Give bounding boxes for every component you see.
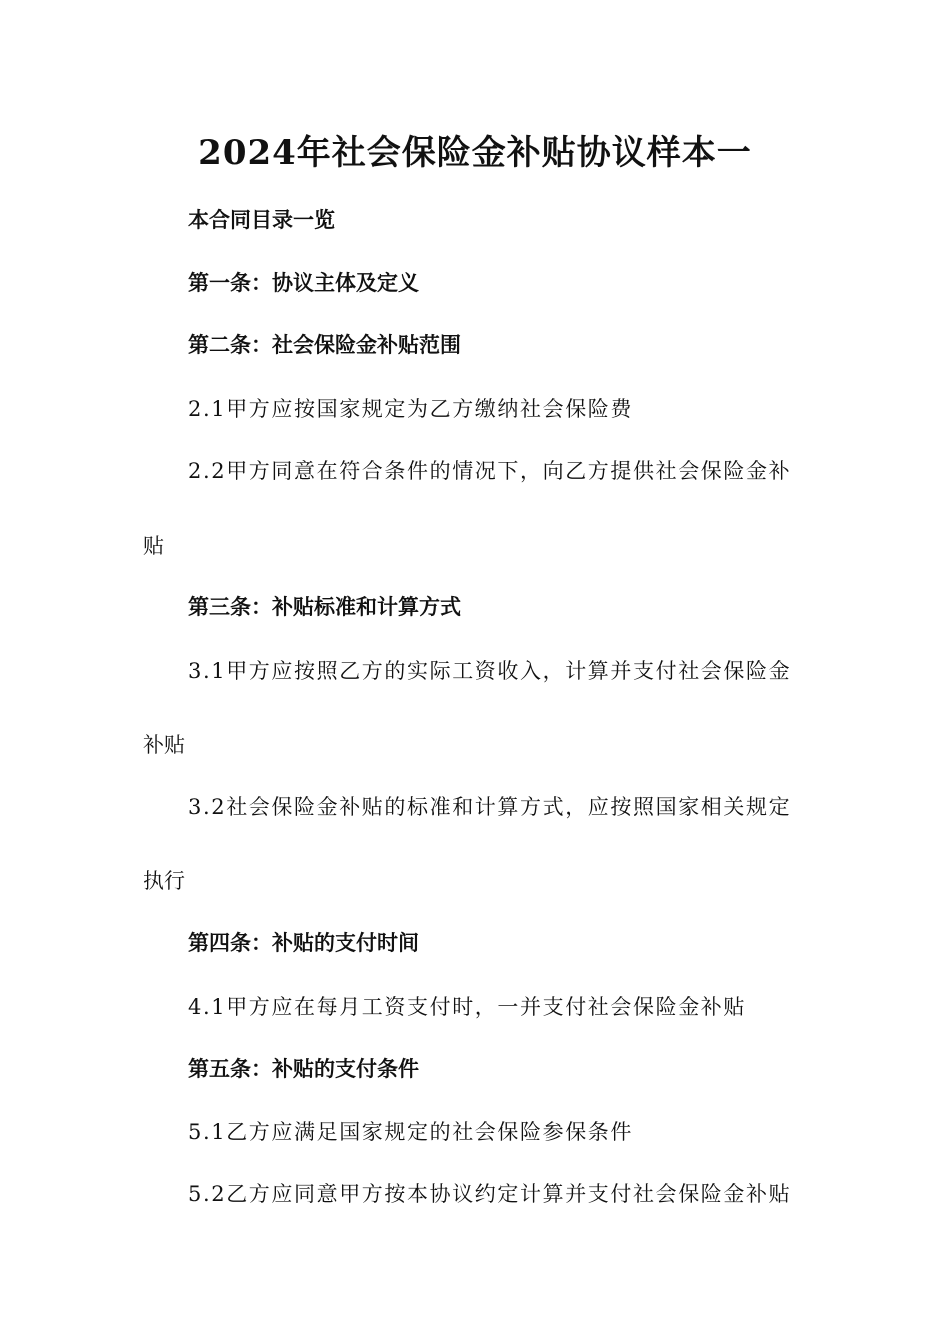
clause-3-2: 3.2社会保险金补贴的标准和计算方式，应按照国家相关规定 xyxy=(188,795,792,819)
clause-2-2-continuation: 贴 xyxy=(143,534,164,558)
clause-5-1: 5.1乙方应满足国家规定的社会保险参保条件 xyxy=(188,1120,633,1144)
clause-2-2: 2.2甲方同意在符合条件的情况下，向乙方提供社会保险金补 xyxy=(188,459,792,483)
toc-heading: 本合同目录一览 xyxy=(188,207,335,232)
clause-3-1-continuation: 补贴 xyxy=(143,733,185,757)
article-3-heading: 第三条：补贴标准和计算方式 xyxy=(188,594,461,619)
article-4-heading: 第四条：补贴的支付时间 xyxy=(188,930,419,955)
clause-2-1: 2.1甲方应按国家规定为乙方缴纳社会保险费 xyxy=(188,397,633,421)
clause-5-2: 5.2乙方应同意甲方按本协议约定计算并支付社会保险金补贴 xyxy=(188,1182,792,1206)
document-title: 2024年社会保险金补贴协议样本一 xyxy=(198,133,752,173)
article-5-heading: 第五条：补贴的支付条件 xyxy=(188,1056,419,1081)
article-1-heading: 第一条：协议主体及定义 xyxy=(188,270,419,295)
article-2-heading: 第二条：社会保险金补贴范围 xyxy=(188,332,461,357)
clause-3-2-continuation: 执行 xyxy=(143,869,185,893)
clause-3-1: 3.1甲方应按照乙方的实际工资收入，计算并支付社会保险金 xyxy=(188,659,792,683)
clause-4-1: 4.1甲方应在每月工资支付时，一并支付社会保险金补贴 xyxy=(188,995,746,1019)
